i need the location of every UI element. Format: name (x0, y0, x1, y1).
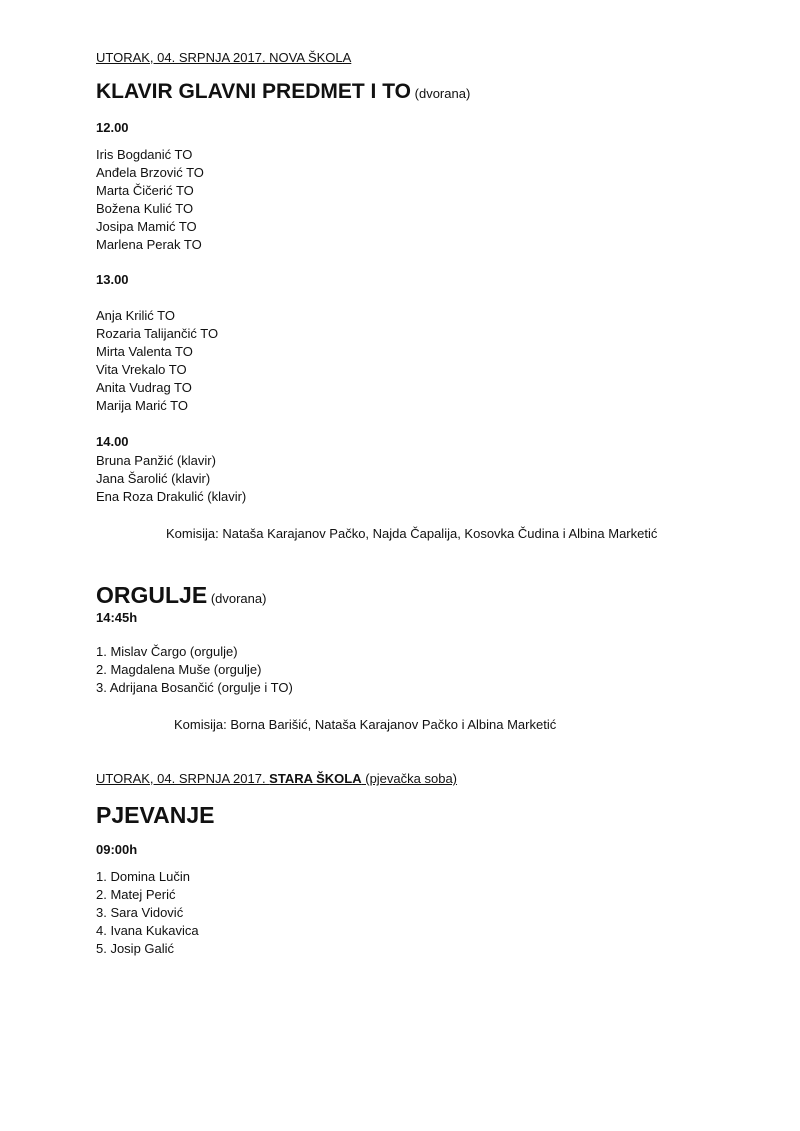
list-item: Marija Marić TO (96, 398, 188, 413)
list-item: Anđela Brzović TO (96, 165, 204, 180)
klavir-komisija: Komisija: Nataša Karajanov Pačko, Najda Čapalija, Kosovka Čudina i Albina Marketić (166, 526, 658, 541)
orgulje-title: ORGULJE (96, 582, 208, 608)
orgulje-time: 14:45h (96, 610, 138, 625)
list-item: 1. Mislav Čargo (orgulje) (96, 644, 238, 659)
date-location-heading-2 (96, 771, 457, 786)
list-item: Iris Bogdanić TO (96, 147, 193, 162)
date-text: UTORAK, 04. SRPNJA 2017. (96, 771, 270, 786)
list-item: 3. Sara Vidović (96, 905, 184, 920)
list-item: Vita Vrekalo TO (96, 362, 187, 377)
list-item: 3. Adrijana Bosančić (orgulje i TO) (96, 680, 293, 695)
orgulje-komisija: Komisija: Borna Barišić, Nataša Karajanov Pačko i Albina Marketić (174, 717, 557, 732)
date-location-heading (96, 50, 351, 65)
list-item: Josipa Mamić TO (96, 219, 197, 234)
list-item: 2. Magdalena Muše (orgulje) (96, 662, 262, 677)
list-item: Božena Kulić TO (96, 201, 194, 216)
list-item: 2. Matej Perić (96, 887, 176, 902)
klavir-place: (dvorana) (414, 86, 471, 101)
list-item: Anita Vudrag TO (96, 380, 192, 395)
list-item: 5. Josip Galić (96, 941, 175, 956)
list-item: Ena Roza Drakulić (klavir) (96, 489, 247, 504)
list-item: 4. Ivana Kukavica (96, 923, 199, 938)
pjevanje-time: 09:00h (96, 842, 138, 857)
klavir-time-3: 14.00 (96, 434, 129, 449)
klavir-group-3-list (96, 452, 246, 506)
klavir-title: KLAVIR GLAVNI PREDMET I TO (96, 80, 412, 103)
date-location-text: UTORAK, 04. SRPNJA 2017. NOVA ŠKOLA (96, 50, 352, 65)
list-item: Bruna Panžić (klavir) (96, 453, 216, 468)
list-item: Marlena Perak TO (96, 237, 202, 252)
orgulje-section-title (96, 582, 266, 608)
list-item: Jana Šarolić (klavir) (96, 471, 211, 486)
room-text: (pjevačka soba) (361, 771, 458, 786)
klavir-time-2: 13.00 (96, 272, 129, 287)
klavir-group-1-list (96, 146, 204, 254)
location-bold: STARA ŠKOLA (269, 771, 362, 786)
list-item: 1. Domina Lučin (96, 869, 190, 884)
pjevanje-title: PJEVANJE (96, 802, 215, 828)
pjevanje-list (96, 868, 199, 958)
klavir-group-2-list (96, 307, 218, 415)
orgulje-place: (dvorana) (210, 591, 267, 606)
klavir-section-title (96, 80, 470, 104)
list-item: Mirta Valenta TO (96, 344, 193, 359)
list-item: Marta Čičerić TO (96, 183, 194, 198)
list-item: Rozaria Talijančić TO (96, 326, 219, 341)
klavir-time-1: 12.00 (96, 120, 129, 135)
orgulje-list (96, 643, 293, 697)
list-item: Anja Krilić TO (96, 308, 175, 323)
